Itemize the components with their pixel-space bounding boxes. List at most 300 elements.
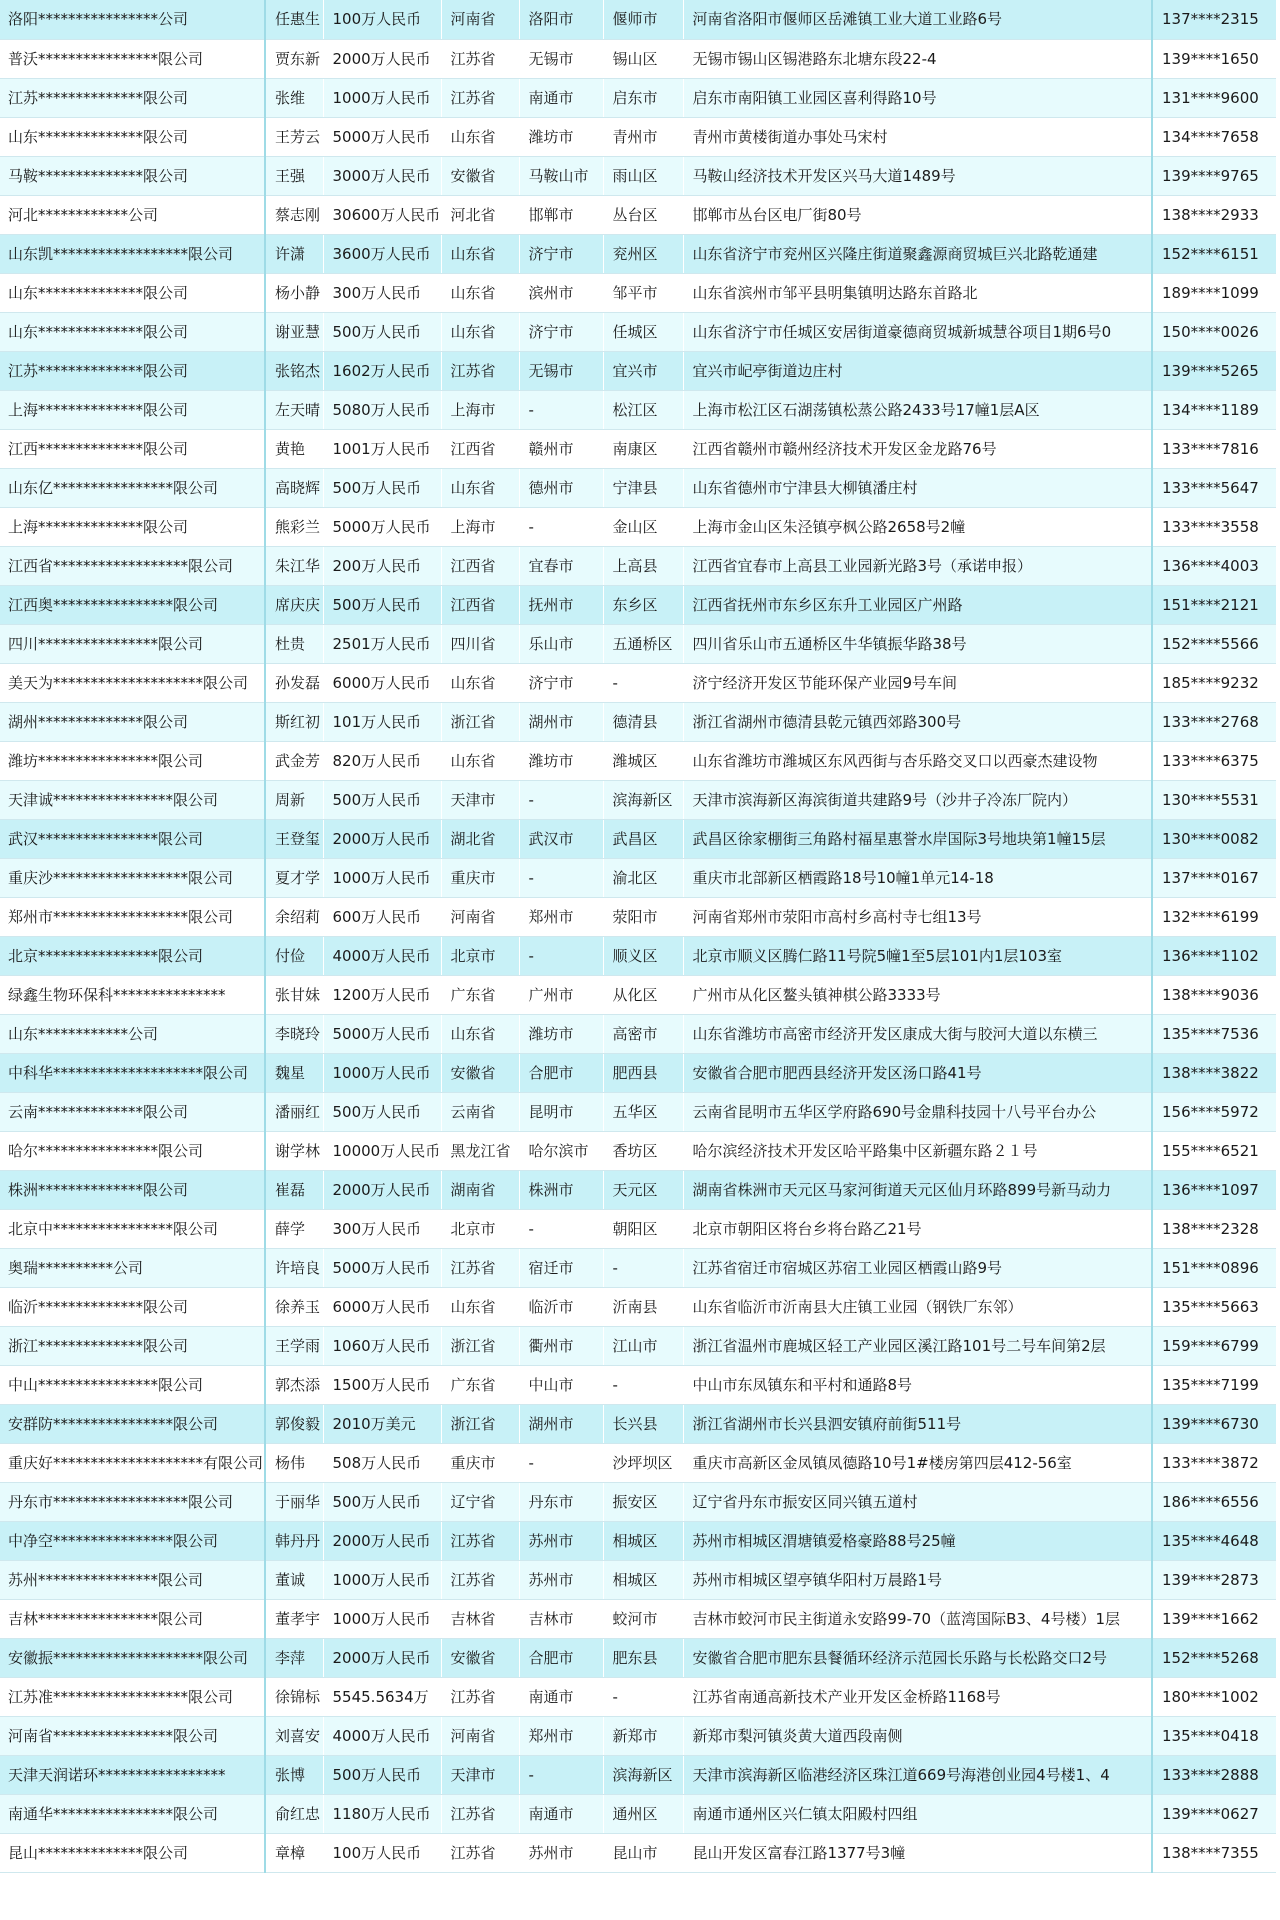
registered-capital-cell: 500万人民币 bbox=[323, 1092, 441, 1131]
phone-cell: 180****1002 bbox=[1152, 1677, 1276, 1716]
registered-capital-cell: 300万人民币 bbox=[323, 273, 441, 312]
table-row[interactable] bbox=[0, 507, 1276, 546]
province-cell: 云南省 bbox=[441, 1092, 519, 1131]
address-cell: 启东市南阳镇工业园区喜利得路10号 bbox=[683, 78, 1152, 117]
phone-cell: 139****0627 bbox=[1152, 1794, 1276, 1833]
address-cell: 吉林市蛟河市民主街道永安路99-70（蓝湾国际B3、4号楼）1层 bbox=[683, 1599, 1152, 1638]
address-cell: 北京市顺义区腾仁路11号院5幢1至5层101内1层103室 bbox=[683, 936, 1152, 975]
city-cell: 赣州市 bbox=[519, 429, 603, 468]
company-name-cell: 江西奥****************限公司 bbox=[0, 585, 265, 624]
legal-rep-cell: 夏才学 bbox=[265, 858, 323, 897]
province-cell: 河南省 bbox=[441, 1716, 519, 1755]
company-name-cell: 中山****************限公司 bbox=[0, 1365, 265, 1404]
table-row[interactable] bbox=[0, 234, 1276, 273]
registered-capital-cell: 500万人民币 bbox=[323, 1755, 441, 1794]
table-row[interactable] bbox=[0, 117, 1276, 156]
district-cell: 金山区 bbox=[603, 507, 683, 546]
address-cell: 湖南省株洲市天元区马家河街道天元区仙月环路899号新马动力 bbox=[683, 1170, 1152, 1209]
registered-capital-cell: 820万人民币 bbox=[323, 741, 441, 780]
registered-capital-cell: 2000万人民币 bbox=[323, 1638, 441, 1677]
table-row[interactable] bbox=[0, 39, 1276, 78]
table-row[interactable] bbox=[0, 897, 1276, 936]
district-cell: 五通桥区 bbox=[603, 624, 683, 663]
city-cell: 乐山市 bbox=[519, 624, 603, 663]
table-row[interactable] bbox=[0, 936, 1276, 975]
table-row[interactable] bbox=[0, 780, 1276, 819]
phone-cell: 138****7355 bbox=[1152, 1833, 1276, 1872]
table-row[interactable] bbox=[0, 1365, 1276, 1404]
city-cell: - bbox=[519, 1755, 603, 1794]
district-cell: 潍城区 bbox=[603, 741, 683, 780]
province-cell: 天津市 bbox=[441, 780, 519, 819]
table-row[interactable] bbox=[0, 858, 1276, 897]
district-cell: - bbox=[603, 1248, 683, 1287]
district-cell: 邹平市 bbox=[603, 273, 683, 312]
address-cell: 安徽省合肥市肥西县经济开发区汤口路41号 bbox=[683, 1053, 1152, 1092]
district-cell: 偃师市 bbox=[603, 0, 683, 39]
district-cell: 相城区 bbox=[603, 1521, 683, 1560]
company-name-cell: 潍坊****************限公司 bbox=[0, 741, 265, 780]
legal-rep-cell: 黄艳 bbox=[265, 429, 323, 468]
address-cell: 云南省昆明市五华区学府路690号金鼎科技园十八号平台办公 bbox=[683, 1092, 1152, 1131]
phone-cell: 133****3872 bbox=[1152, 1443, 1276, 1482]
district-cell: 肥西县 bbox=[603, 1053, 683, 1092]
district-cell: 宜兴市 bbox=[603, 351, 683, 390]
address-cell: 江西省赣州市赣州经济技术开发区金龙路76号 bbox=[683, 429, 1152, 468]
district-cell: 松江区 bbox=[603, 390, 683, 429]
registered-capital-cell: 5000万人民币 bbox=[323, 1248, 441, 1287]
company-name-cell: 河南省****************限公司 bbox=[0, 1716, 265, 1755]
registered-capital-cell: 500万人民币 bbox=[323, 468, 441, 507]
company-name-cell: 山东亿****************限公司 bbox=[0, 468, 265, 507]
legal-rep-cell: 左天晴 bbox=[265, 390, 323, 429]
city-cell: 苏州市 bbox=[519, 1833, 603, 1872]
legal-rep-cell: 董诚 bbox=[265, 1560, 323, 1599]
company-name-cell: 四川****************限公司 bbox=[0, 624, 265, 663]
city-cell: 中山市 bbox=[519, 1365, 603, 1404]
table-row[interactable] bbox=[0, 1560, 1276, 1599]
phone-cell: 133****2888 bbox=[1152, 1755, 1276, 1794]
city-cell: 临沂市 bbox=[519, 1287, 603, 1326]
district-cell: 肥东县 bbox=[603, 1638, 683, 1677]
city-cell: - bbox=[519, 858, 603, 897]
district-cell: - bbox=[603, 1677, 683, 1716]
company-name-cell: 江苏**************限公司 bbox=[0, 351, 265, 390]
table-row[interactable] bbox=[0, 975, 1276, 1014]
address-cell: 邯郸市丛台区电厂街80号 bbox=[683, 195, 1152, 234]
company-name-cell: 天津诚****************限公司 bbox=[0, 780, 265, 819]
table-row[interactable] bbox=[0, 429, 1276, 468]
legal-rep-cell: 贾东新 bbox=[265, 39, 323, 78]
table-row[interactable] bbox=[0, 1755, 1276, 1794]
phone-cell: 150****0026 bbox=[1152, 312, 1276, 351]
province-cell: 北京市 bbox=[441, 936, 519, 975]
province-cell: 江西省 bbox=[441, 585, 519, 624]
district-cell: - bbox=[603, 663, 683, 702]
phone-cell: 138****2328 bbox=[1152, 1209, 1276, 1248]
table-row[interactable] bbox=[0, 546, 1276, 585]
registered-capital-cell: 3000万人民币 bbox=[323, 156, 441, 195]
district-cell: 东乡区 bbox=[603, 585, 683, 624]
phone-cell: 152****5268 bbox=[1152, 1638, 1276, 1677]
address-cell: 河南省洛阳市偃师区岳滩镇工业大道工业路6号 bbox=[683, 0, 1152, 39]
company-name-cell: 南通华****************限公司 bbox=[0, 1794, 265, 1833]
phone-cell: 138****2933 bbox=[1152, 195, 1276, 234]
legal-rep-cell: 杨小静 bbox=[265, 273, 323, 312]
address-cell: 江西省宜春市上高县工业园新光路3号（承诺申报） bbox=[683, 546, 1152, 585]
company-name-cell: 上海**************限公司 bbox=[0, 390, 265, 429]
city-cell: 抚州市 bbox=[519, 585, 603, 624]
table-row[interactable] bbox=[0, 1404, 1276, 1443]
address-cell: 上海市金山区朱泾镇亭枫公路2658号2幢 bbox=[683, 507, 1152, 546]
legal-rep-cell: 席庆庆 bbox=[265, 585, 323, 624]
company-name-cell: 绿鑫生物环保科*************** bbox=[0, 975, 265, 1014]
legal-rep-cell: 周新 bbox=[265, 780, 323, 819]
registered-capital-cell: 6000万人民币 bbox=[323, 1287, 441, 1326]
city-cell: 湖州市 bbox=[519, 702, 603, 741]
phone-cell: 136****1102 bbox=[1152, 936, 1276, 975]
district-cell: 顺义区 bbox=[603, 936, 683, 975]
table-row[interactable] bbox=[0, 1482, 1276, 1521]
phone-cell: 131****9600 bbox=[1152, 78, 1276, 117]
province-cell: 辽宁省 bbox=[441, 1482, 519, 1521]
registered-capital-cell: 3600万人民币 bbox=[323, 234, 441, 273]
phone-cell: 134****7658 bbox=[1152, 117, 1276, 156]
legal-rep-cell: 谢学林 bbox=[265, 1131, 323, 1170]
address-cell: 哈尔滨经济技术开发区哈平路集中区新疆东路２１号 bbox=[683, 1131, 1152, 1170]
company-name-cell: 北京中****************限公司 bbox=[0, 1209, 265, 1248]
district-cell: 五华区 bbox=[603, 1092, 683, 1131]
phone-cell: 133****7816 bbox=[1152, 429, 1276, 468]
company-name-cell: 丹东市******************限公司 bbox=[0, 1482, 265, 1521]
registered-capital-cell: 200万人民币 bbox=[323, 546, 441, 585]
table-row[interactable] bbox=[0, 1638, 1276, 1677]
table-row[interactable] bbox=[0, 1131, 1276, 1170]
province-cell: 江西省 bbox=[441, 429, 519, 468]
registered-capital-cell: 1200万人民币 bbox=[323, 975, 441, 1014]
province-cell: 上海市 bbox=[441, 390, 519, 429]
table-row[interactable] bbox=[0, 351, 1276, 390]
province-cell: 江苏省 bbox=[441, 1794, 519, 1833]
province-cell: 广东省 bbox=[441, 975, 519, 1014]
table-row[interactable] bbox=[0, 585, 1276, 624]
company-name-cell: 河北************公司 bbox=[0, 195, 265, 234]
registered-capital-cell: 508万人民币 bbox=[323, 1443, 441, 1482]
company-name-cell: 哈尔****************限公司 bbox=[0, 1131, 265, 1170]
registered-capital-cell: 1000万人民币 bbox=[323, 1053, 441, 1092]
district-cell: 武昌区 bbox=[603, 819, 683, 858]
province-cell: 山东省 bbox=[441, 1287, 519, 1326]
table-row[interactable] bbox=[0, 156, 1276, 195]
address-cell: 重庆市北部新区栖霞路18号10幢1单元14-18 bbox=[683, 858, 1152, 897]
address-cell: 广州市从化区鳌头镇神棋公路3333号 bbox=[683, 975, 1152, 1014]
legal-rep-cell: 杜贵 bbox=[265, 624, 323, 663]
company-name-cell: 中净空****************限公司 bbox=[0, 1521, 265, 1560]
phone-cell: 135****7199 bbox=[1152, 1365, 1276, 1404]
phone-cell: 133****3558 bbox=[1152, 507, 1276, 546]
legal-rep-cell: 张博 bbox=[265, 1755, 323, 1794]
phone-cell: 135****7536 bbox=[1152, 1014, 1276, 1053]
province-cell: 安徽省 bbox=[441, 156, 519, 195]
company-name-cell: 浙江**************限公司 bbox=[0, 1326, 265, 1365]
table-row[interactable] bbox=[0, 1716, 1276, 1755]
table-row[interactable] bbox=[0, 1014, 1276, 1053]
address-cell: 中山市东凤镇东和平村和通路8号 bbox=[683, 1365, 1152, 1404]
registered-capital-cell: 600万人民币 bbox=[323, 897, 441, 936]
legal-rep-cell: 徐锦标 bbox=[265, 1677, 323, 1716]
address-cell: 南通市通州区兴仁镇太阳殿村四组 bbox=[683, 1794, 1152, 1833]
legal-rep-cell: 孙发磊 bbox=[265, 663, 323, 702]
company-name-cell: 马鞍**************限公司 bbox=[0, 156, 265, 195]
registered-capital-cell: 1000万人民币 bbox=[323, 1599, 441, 1638]
district-cell: 天元区 bbox=[603, 1170, 683, 1209]
address-cell: 山东省潍坊市潍城区东风西街与杏乐路交叉口以西豪杰建设物 bbox=[683, 741, 1152, 780]
registered-capital-cell: 300万人民币 bbox=[323, 1209, 441, 1248]
address-cell: 河南省郑州市荥阳市高村乡高村寺七组13号 bbox=[683, 897, 1152, 936]
table-row[interactable] bbox=[0, 1170, 1276, 1209]
address-cell: 上海市松江区石湖荡镇松蒸公路2433号17幢1层A区 bbox=[683, 390, 1152, 429]
registered-capital-cell: 4000万人民币 bbox=[323, 1716, 441, 1755]
company-name-cell: 江苏准******************限公司 bbox=[0, 1677, 265, 1716]
phone-cell: 138****9036 bbox=[1152, 975, 1276, 1014]
legal-rep-cell: 魏星 bbox=[265, 1053, 323, 1092]
registered-capital-cell: 500万人民币 bbox=[323, 312, 441, 351]
company-name-cell: 美天为********************限公司 bbox=[0, 663, 265, 702]
province-cell: 上海市 bbox=[441, 507, 519, 546]
legal-rep-cell: 王芳云 bbox=[265, 117, 323, 156]
province-cell: 山东省 bbox=[441, 312, 519, 351]
city-cell: 无锡市 bbox=[519, 39, 603, 78]
city-cell: 吉林市 bbox=[519, 1599, 603, 1638]
legal-rep-cell: 熊彩兰 bbox=[265, 507, 323, 546]
table-row[interactable] bbox=[0, 468, 1276, 507]
district-cell: 锡山区 bbox=[603, 39, 683, 78]
district-cell: 相城区 bbox=[603, 1560, 683, 1599]
district-cell: 宁津县 bbox=[603, 468, 683, 507]
legal-rep-cell: 潘丽红 bbox=[265, 1092, 323, 1131]
table-row[interactable] bbox=[0, 78, 1276, 117]
legal-rep-cell: 徐养玉 bbox=[265, 1287, 323, 1326]
city-cell: 滨州市 bbox=[519, 273, 603, 312]
registered-capital-cell: 500万人民币 bbox=[323, 585, 441, 624]
table-row[interactable] bbox=[0, 1053, 1276, 1092]
phone-cell: 152****5566 bbox=[1152, 624, 1276, 663]
registered-capital-cell: 100万人民币 bbox=[323, 1833, 441, 1872]
city-cell: 马鞍山市 bbox=[519, 156, 603, 195]
city-cell: 济宁市 bbox=[519, 312, 603, 351]
district-cell: 青州市 bbox=[603, 117, 683, 156]
table-row[interactable] bbox=[0, 663, 1276, 702]
phone-cell: 135****5663 bbox=[1152, 1287, 1276, 1326]
legal-rep-cell: 任惠生 bbox=[265, 0, 323, 39]
legal-rep-cell: 王登玺 bbox=[265, 819, 323, 858]
city-cell: 郑州市 bbox=[519, 1716, 603, 1755]
phone-cell: 133****5647 bbox=[1152, 468, 1276, 507]
province-cell: 黑龙江省 bbox=[441, 1131, 519, 1170]
company-name-cell: 山东**************限公司 bbox=[0, 117, 265, 156]
company-name-cell: 武汉****************限公司 bbox=[0, 819, 265, 858]
legal-rep-cell: 武金芳 bbox=[265, 741, 323, 780]
table-row[interactable] bbox=[0, 1833, 1276, 1872]
table-row[interactable] bbox=[0, 1326, 1276, 1365]
table-row[interactable] bbox=[0, 702, 1276, 741]
district-cell: 高密市 bbox=[603, 1014, 683, 1053]
address-cell: 山东省济宁市兖州区兴隆庄街道聚鑫源商贸城巨兴北路乾通建 bbox=[683, 234, 1152, 273]
company-name-cell: 山东************公司 bbox=[0, 1014, 265, 1053]
legal-rep-cell: 王学雨 bbox=[265, 1326, 323, 1365]
city-cell: 南通市 bbox=[519, 1677, 603, 1716]
company-name-cell: 安群防****************限公司 bbox=[0, 1404, 265, 1443]
city-cell: 武汉市 bbox=[519, 819, 603, 858]
district-cell: 南康区 bbox=[603, 429, 683, 468]
city-cell: - bbox=[519, 1209, 603, 1248]
province-cell: 安徽省 bbox=[441, 1053, 519, 1092]
table-row[interactable] bbox=[0, 1287, 1276, 1326]
table-row[interactable] bbox=[0, 273, 1276, 312]
legal-rep-cell: 韩丹丹 bbox=[265, 1521, 323, 1560]
address-cell: 无锡市锡山区锡港路东北塘东段22-4 bbox=[683, 39, 1152, 78]
phone-cell: 152****6151 bbox=[1152, 234, 1276, 273]
province-cell: 湖北省 bbox=[441, 819, 519, 858]
table-row[interactable] bbox=[0, 819, 1276, 858]
registered-capital-cell: 10000万人民币 bbox=[323, 1131, 441, 1170]
province-cell: 山东省 bbox=[441, 663, 519, 702]
table-row[interactable] bbox=[0, 1209, 1276, 1248]
table-row[interactable] bbox=[0, 1443, 1276, 1482]
district-cell: 上高县 bbox=[603, 546, 683, 585]
registered-capital-cell: 2000万人民币 bbox=[323, 1521, 441, 1560]
city-cell: 苏州市 bbox=[519, 1560, 603, 1599]
table-row[interactable] bbox=[0, 741, 1276, 780]
company-name-cell: 山东凯******************限公司 bbox=[0, 234, 265, 273]
company-name-cell: 苏州****************限公司 bbox=[0, 1560, 265, 1599]
province-cell: 浙江省 bbox=[441, 1404, 519, 1443]
legal-rep-cell: 于丽华 bbox=[265, 1482, 323, 1521]
table-row[interactable] bbox=[0, 195, 1276, 234]
table-row[interactable] bbox=[0, 1677, 1276, 1716]
district-cell: 滨海新区 bbox=[603, 780, 683, 819]
province-cell: 北京市 bbox=[441, 1209, 519, 1248]
company-name-cell: 江西省******************限公司 bbox=[0, 546, 265, 585]
city-cell: 南通市 bbox=[519, 1794, 603, 1833]
table-row[interactable] bbox=[0, 1794, 1276, 1833]
city-cell: - bbox=[519, 1443, 603, 1482]
company-name-cell: 普沃****************限公司 bbox=[0, 39, 265, 78]
address-cell: 青州市黄楼街道办事处马宋村 bbox=[683, 117, 1152, 156]
legal-rep-cell: 郭杰添 bbox=[265, 1365, 323, 1404]
address-cell: 辽宁省丹东市振安区同兴镇五道村 bbox=[683, 1482, 1152, 1521]
province-cell: 安徽省 bbox=[441, 1638, 519, 1677]
table-row[interactable] bbox=[0, 390, 1276, 429]
province-cell: 山东省 bbox=[441, 468, 519, 507]
table-row[interactable] bbox=[0, 312, 1276, 351]
phone-cell: 151****2121 bbox=[1152, 585, 1276, 624]
district-cell: 朝阳区 bbox=[603, 1209, 683, 1248]
legal-rep-cell: 崔磊 bbox=[265, 1170, 323, 1209]
province-cell: 江苏省 bbox=[441, 1677, 519, 1716]
legal-rep-cell: 斯红初 bbox=[265, 702, 323, 741]
address-cell: 武昌区徐家棚街三角路村福星惠誉水岸国际3号地块第1幢15层 bbox=[683, 819, 1152, 858]
legal-rep-cell: 张维 bbox=[265, 78, 323, 117]
table-row[interactable] bbox=[0, 624, 1276, 663]
district-cell: 雨山区 bbox=[603, 156, 683, 195]
address-cell: 宜兴市屺亭街道边庄村 bbox=[683, 351, 1152, 390]
table-row[interactable] bbox=[0, 1521, 1276, 1560]
city-cell: - bbox=[519, 390, 603, 429]
district-cell: 沂南县 bbox=[603, 1287, 683, 1326]
legal-rep-cell: 王强 bbox=[265, 156, 323, 195]
table-row[interactable] bbox=[0, 0, 1276, 39]
address-cell: 江西省抚州市东乡区东升工业园区广州路 bbox=[683, 585, 1152, 624]
province-cell: 重庆市 bbox=[441, 1443, 519, 1482]
phone-cell: 133****6375 bbox=[1152, 741, 1276, 780]
registered-capital-cell: 1180万人民币 bbox=[323, 1794, 441, 1833]
province-cell: 重庆市 bbox=[441, 858, 519, 897]
table-row[interactable] bbox=[0, 1248, 1276, 1287]
company-name-cell: 奥瑞**********公司 bbox=[0, 1248, 265, 1287]
table-row[interactable] bbox=[0, 1599, 1276, 1638]
address-cell: 天津市滨海新区临港经济区珠江道669号海港创业园4号楼1、4 bbox=[683, 1755, 1152, 1794]
registered-capital-cell: 2000万人民币 bbox=[323, 819, 441, 858]
district-cell: 丛台区 bbox=[603, 195, 683, 234]
address-cell: 山东省济宁市任城区安居街道豪德商贸城新城慧谷项目1期6号0 bbox=[683, 312, 1152, 351]
province-cell: 山东省 bbox=[441, 1014, 519, 1053]
address-cell: 昆山开发区富春江路1377号3幢 bbox=[683, 1833, 1152, 1872]
address-cell: 江苏省南通高新技术产业开发区金桥路1168号 bbox=[683, 1677, 1152, 1716]
province-cell: 四川省 bbox=[441, 624, 519, 663]
registered-capital-cell: 1000万人民币 bbox=[323, 78, 441, 117]
registered-capital-cell: 30600万人民币 bbox=[323, 195, 441, 234]
address-cell: 山东省滨州市邹平县明集镇明达路东首路北 bbox=[683, 273, 1152, 312]
address-cell: 北京市朝阳区将台乡将台路乙21号 bbox=[683, 1209, 1152, 1248]
province-cell: 山东省 bbox=[441, 117, 519, 156]
address-cell: 安徽省合肥市肥东县餐循环经济示范园长乐路与长松路交口2号 bbox=[683, 1638, 1152, 1677]
legal-rep-cell: 许培良 bbox=[265, 1248, 323, 1287]
address-cell: 天津市滨海新区海滨街道共建路9号（沙井子冷冻厂院内） bbox=[683, 780, 1152, 819]
company-name-cell: 吉林****************限公司 bbox=[0, 1599, 265, 1638]
legal-rep-cell: 薛学 bbox=[265, 1209, 323, 1248]
city-cell: - bbox=[519, 507, 603, 546]
phone-cell: 185****9232 bbox=[1152, 663, 1276, 702]
table-row[interactable] bbox=[0, 1092, 1276, 1131]
city-cell: 苏州市 bbox=[519, 1521, 603, 1560]
district-cell: - bbox=[603, 1365, 683, 1404]
legal-rep-cell: 朱江华 bbox=[265, 546, 323, 585]
province-cell: 河北省 bbox=[441, 195, 519, 234]
phone-cell: 139****1662 bbox=[1152, 1599, 1276, 1638]
phone-cell: 139****2873 bbox=[1152, 1560, 1276, 1599]
phone-cell: 139****9765 bbox=[1152, 156, 1276, 195]
province-cell: 河南省 bbox=[441, 0, 519, 39]
phone-cell: 139****1650 bbox=[1152, 39, 1276, 78]
phone-cell: 139****6730 bbox=[1152, 1404, 1276, 1443]
company-name-cell: 临沂**************限公司 bbox=[0, 1287, 265, 1326]
district-cell: 振安区 bbox=[603, 1482, 683, 1521]
province-cell: 浙江省 bbox=[441, 702, 519, 741]
district-cell: 新郑市 bbox=[603, 1716, 683, 1755]
province-cell: 江苏省 bbox=[441, 1560, 519, 1599]
company-name-cell: 重庆沙******************限公司 bbox=[0, 858, 265, 897]
phone-cell: 189****1099 bbox=[1152, 273, 1276, 312]
city-cell: 潍坊市 bbox=[519, 741, 603, 780]
province-cell: 江苏省 bbox=[441, 39, 519, 78]
province-cell: 江苏省 bbox=[441, 1248, 519, 1287]
registered-capital-cell: 5000万人民币 bbox=[323, 117, 441, 156]
legal-rep-cell: 刘喜安 bbox=[265, 1716, 323, 1755]
company-name-cell: 重庆好********************有限公司 bbox=[0, 1443, 265, 1482]
district-cell: 通州区 bbox=[603, 1794, 683, 1833]
district-cell: 德清县 bbox=[603, 702, 683, 741]
